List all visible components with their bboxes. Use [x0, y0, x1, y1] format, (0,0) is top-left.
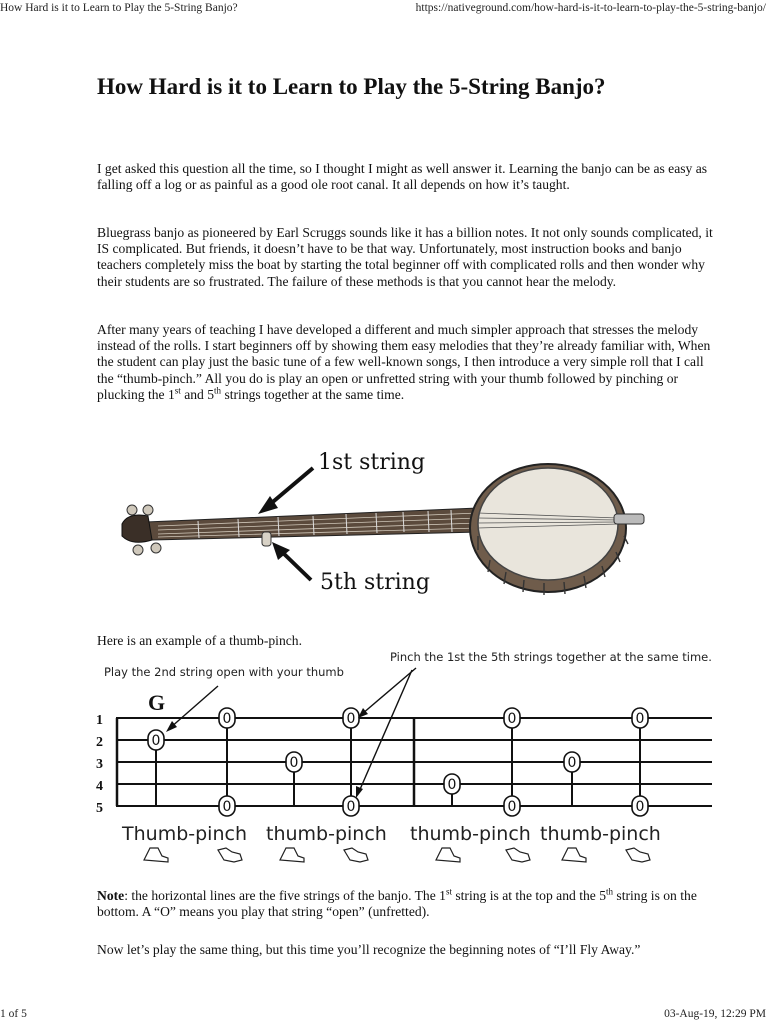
pinch-hand-icon [218, 848, 242, 862]
string-number-5: 5 [96, 801, 103, 816]
note-3-open [564, 752, 580, 772]
thumb-pinch-tablature [90, 648, 730, 878]
label-thumb-pinch-1: Thumb-pinch [122, 823, 247, 845]
pinch-hand-icon [344, 848, 368, 862]
annotation-pinch: Pinch the 1st the 5th strings together at the same time. [390, 650, 712, 664]
thumb-hand-icon [144, 848, 168, 862]
superscript-st: st [445, 886, 452, 897]
svg-text:0: 0 [346, 799, 356, 815]
paragraph-approach-text-a: After many years of teaching I have developed a different and much simpler approach that stresses the melody instead of the rolls. I start beginners off by showing them easy melodies that they’re already familiar with, When the student can play just the basic tune of a few well-known songs, I then introduce a very simple roll that I call the “thumb-pinch.” All you do is play an open or unfretted string with your thumb followed by pinching or plucking the 1 [97, 322, 711, 402]
pinch-hand-icon [506, 848, 530, 862]
paragraph-approach-text-c: strings together at the same time. [221, 386, 405, 402]
note-text-a: : the horizontal lines are the five strings of the banjo. The 1 [124, 888, 446, 903]
svg-text:0: 0 [635, 799, 645, 815]
note-1-open [632, 708, 648, 728]
string-number-2: 2 [96, 735, 103, 750]
note-5-open [632, 796, 648, 816]
paragraph-approach [97, 322, 719, 403]
svg-text:0: 0 [447, 777, 457, 793]
string-number-1: 1 [96, 713, 103, 728]
thumb-hand-icon [436, 848, 460, 862]
tablature-svg [90, 648, 730, 878]
label-thumb-pinch-3: thumb-pinch [410, 823, 531, 845]
label-thumb-pinch-4: thumb-pinch [540, 823, 661, 845]
note-2-open [148, 730, 164, 750]
svg-text:0: 0 [151, 733, 161, 749]
print-footer-page-count: 1 of 5 [0, 1008, 27, 1020]
note-1-open [504, 708, 520, 728]
svg-text:0: 0 [346, 711, 356, 727]
svg-text:0: 0 [567, 755, 577, 771]
paragraph-next-example: Now let’s play the same thing, but this time you’ll recognize the beginning notes of “I’ll Fly Away.” [97, 942, 641, 957]
superscript-st: st [174, 385, 181, 396]
label-1st-string: 1st string [318, 450, 426, 475]
thumb-hand-icon [280, 848, 304, 862]
note-5-open [504, 796, 520, 816]
superscript-th: th [606, 886, 614, 897]
paragraph-note [97, 888, 719, 920]
print-header-url[interactable]: https://nativeground.com/how-hard-is-it-to-learn-to-play-the-5-string-banjo/ [415, 2, 766, 14]
superscript-th: th [214, 385, 222, 396]
paragraph-example-intro: Here is an example of a thumb-pinch. [97, 633, 302, 648]
svg-text:0: 0 [635, 711, 645, 727]
svg-text:0: 0 [507, 799, 517, 815]
note-3-open [286, 752, 302, 772]
label-thumb-pinch-2: thumb-pinch [266, 823, 387, 845]
note-5-open [343, 796, 359, 816]
svg-text:0: 0 [222, 799, 232, 815]
banjo-figure [118, 440, 678, 610]
note-text-b: string is at the top and the 5 [451, 888, 607, 903]
article-header [97, 72, 719, 101]
svg-text:0: 0 [289, 755, 299, 771]
note-4-open [444, 774, 460, 794]
svg-text:0: 0 [507, 711, 517, 727]
print-header-title: How Hard is it to Learn to Play the 5-String Banjo? [0, 2, 238, 14]
note-5-open [219, 796, 235, 816]
note-text-c: string is on the bottom. A “O” means you play that string “open” (unfretted). [97, 888, 697, 920]
paragraph-bluegrass: Bluegrass banjo as pioneered by Earl Scruggs sounds like it has a billion notes. It not only sounds complicated, it IS complicated. But friends, it doesn’t have to be that way. Unfortunately, most instruction books and banjo teachers completely miss the boat by starting the total beginner off with complicated rolls and then wonder why their students are so frustrated. The failure of these methods is that you cannot hear the melody. [97, 225, 713, 289]
paragraph-approach-text-b: and 5 [180, 386, 215, 402]
paragraph-intro: I get asked this question all the time, so I thought I might as well answer it. Learning the banjo can be as easy as falling off a log or as painful as a good ole root canal. It all depends on how it’s taught. [97, 161, 708, 193]
string-number-3: 3 [96, 757, 103, 772]
annotation-thumb: Play the 2nd string open with your thumb [104, 665, 344, 679]
chord-label: G [148, 690, 166, 715]
print-footer-timestamp: 03-Aug-19, 12:29 PM [664, 1008, 766, 1020]
thumb-hand-icon [562, 848, 586, 862]
note-label: Note [97, 888, 125, 903]
note-1-open [219, 708, 235, 728]
pinch-hand-icon [626, 848, 650, 862]
string-number-4: 4 [96, 779, 103, 794]
article-title: How Hard is it to Learn to Play the 5-String Banjo? [97, 74, 606, 99]
svg-text:0: 0 [222, 711, 232, 727]
note-1-open [343, 708, 359, 728]
label-5th-string: 5th string [320, 570, 430, 595]
